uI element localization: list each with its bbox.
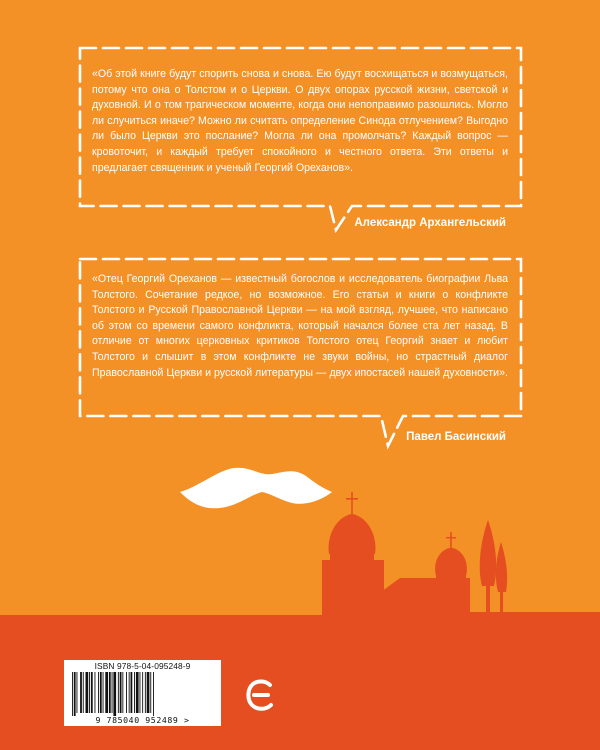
barcode (64, 660, 221, 726)
barcode-bar (80, 672, 82, 713)
quote-text: «Об этой книге будут спорить снова и снова. Ею будут восхищаться и возмущаться, потому что она о Толстом и о Церкви. О двух опорах русской жизни, светской и духовной. И о том трагическом моменте, когда они непоправимо разошлись. Могло ли случиться иначе? Можно ли считать определение Синода отлучением? Выгодно ли было Церкви это послание? Могла ли она промолчать? Каждый вопрос — кровоточит, и каждый требует спокойного и честного ответа. Эти ответы и предлагает священник и ученый Георгий Ореханов». (92, 68, 508, 174)
barcode-bar (105, 672, 108, 713)
barcode-bar (150, 672, 151, 713)
barcode-bar (145, 672, 146, 713)
barcode-bar (140, 672, 141, 713)
quote-author: Павел Басинский (406, 431, 506, 443)
barcode-bar (142, 672, 143, 713)
barcode-bar (72, 672, 73, 716)
quote-text: «Отец Георгий Ореханов — известный богослов и исследователь биографии Льва Толстого. Сочетание редкое, но возможное. Его статьи и книги о конфликте Толстого и Русской Православной Церкви — на мой взгляд, лучшее, что написано об этом со времени самого конфликта, который начался более ста лет назад. В отличие от многих церковных критиков Толстого отец Георгий знает и любит Толстого и слышит в этом конфликте не звуки войны, но страстный диалог Православной Церкви и русской литературы — двух ипостасей нашей духовности». (92, 273, 508, 379)
barcode-bar (134, 672, 135, 713)
barcode-bar (126, 672, 127, 713)
barcode-bar (109, 672, 111, 713)
barcode-bar (147, 672, 150, 713)
barcode-bar (118, 672, 119, 713)
barcode-bar (120, 672, 122, 713)
barcode-bar (89, 672, 90, 713)
barcode-digits: 9 785040 952489 > (95, 715, 190, 725)
barcode-bar (122, 672, 123, 713)
barcode-bar (113, 672, 116, 716)
isbn-label: ISBN 978-5-04-095248-9 (94, 661, 191, 671)
barcode-bar (86, 672, 89, 713)
publisher-logo-icon (244, 678, 278, 712)
barcode-bar (100, 672, 102, 713)
barcode-bar (77, 672, 78, 713)
barcode-bar (98, 672, 99, 713)
barcode-bar (83, 672, 84, 713)
barcode-bar (74, 672, 76, 716)
barcode-bar (153, 672, 154, 716)
barcode-bar (112, 672, 113, 713)
barcode-bar (103, 672, 104, 713)
barcode-bar (136, 672, 139, 713)
barcode-bar (131, 672, 133, 713)
barcode-bar (129, 672, 130, 713)
quote-author: Александр Архангельский (354, 217, 506, 229)
barcode-bar (95, 672, 96, 713)
barcode-bar (91, 672, 93, 713)
